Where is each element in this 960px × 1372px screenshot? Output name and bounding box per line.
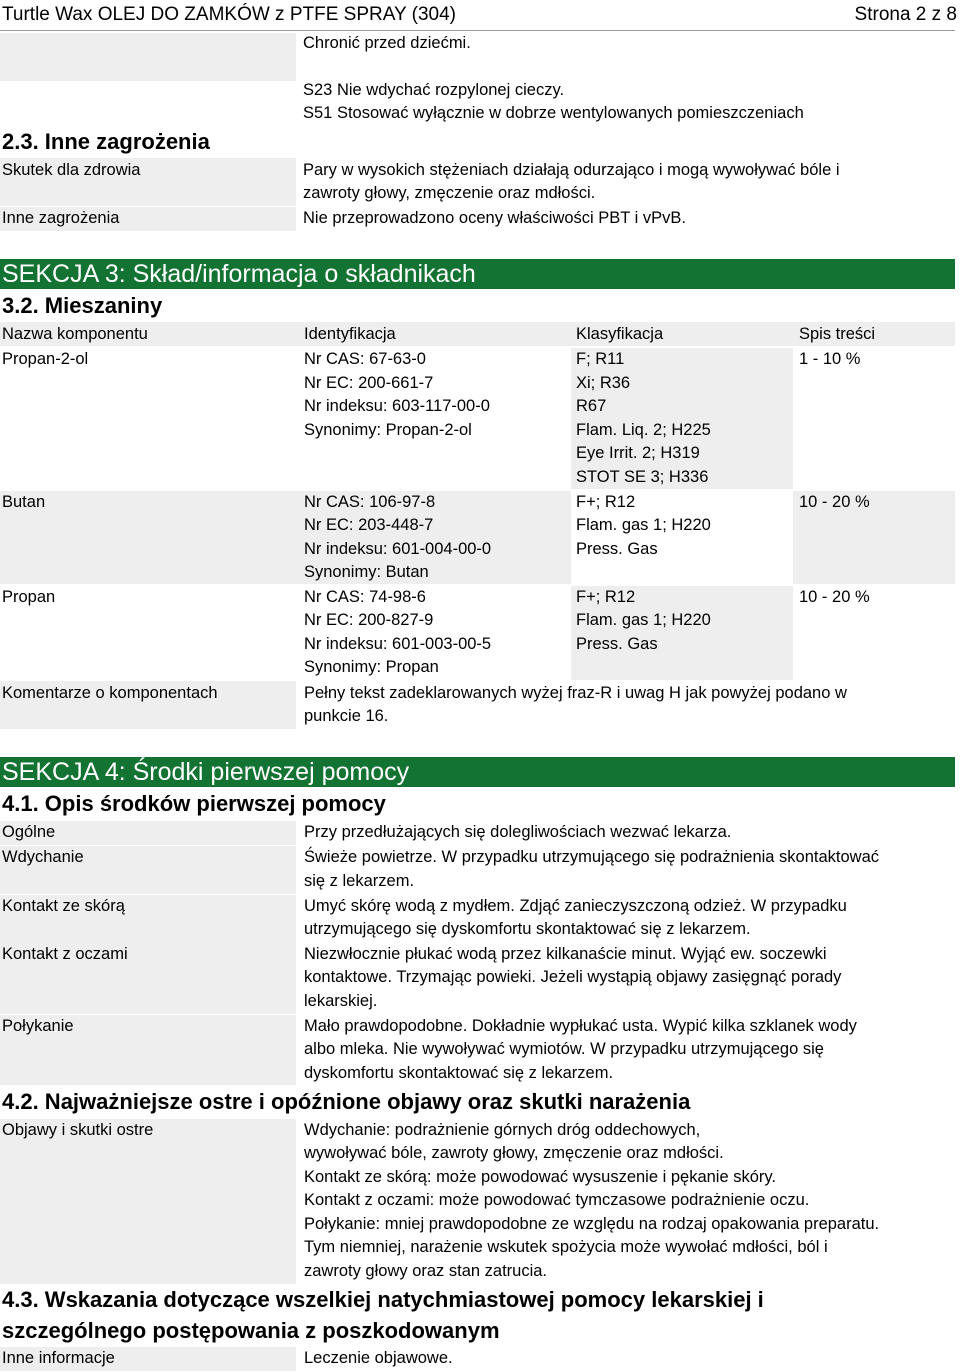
row-value: utrzymującego się dyskomfortu skontaktować się z lekarzem.	[304, 920, 751, 938]
classification: Eye Irrit. 2; H319	[576, 444, 700, 462]
identification: Nr indeksu: 601-004-00-0	[304, 540, 492, 558]
page-number: Strona 2 z 8	[854, 4, 957, 25]
symptom-line: Tym niemniej, narażenie wskutek spożycia może wywołać mdłości, ból i	[304, 1238, 828, 1256]
row-value: Świeże powietrze. W przypadku utrzymującego się podrażnienia skontaktować	[304, 848, 880, 866]
component-name: Butan	[2, 493, 46, 511]
classification: STOT SE 3; H336	[576, 468, 709, 486]
safety-phrase: S51 Stosować wyłącznie w dobrze wentylowanych pomieszczeniach	[303, 104, 804, 122]
row-value: Przy przedłużających się dolegliwościach wezwać lekarza.	[304, 823, 732, 841]
column-header: Spis treści	[799, 325, 876, 343]
classification: Flam. Liq. 2; H225	[576, 421, 711, 439]
row-label: Połykanie	[2, 1017, 74, 1035]
symptom-line: Wdychanie: podrażnienie górnych dróg oddechowych,	[304, 1121, 701, 1139]
symptom-line: zawroty głowy oraz stan zatrucia.	[304, 1262, 548, 1280]
row-value: Umyć skórę wodą z mydłem. Zdjąć zanieczyszczoną odzież. W przypadku	[304, 897, 847, 915]
row-label: Objawy i skutki ostre	[2, 1121, 154, 1139]
content-range: 10 - 20 %	[799, 493, 870, 511]
identification: Synonimy: Butan	[304, 563, 429, 581]
subsection-heading: 2.3. Inne zagrożenia	[2, 129, 210, 154]
row-value: kontaktowe. Trzymając powieki. Jeżeli wystąpią objawy zasięgnąć porady	[304, 968, 842, 986]
classification: Xi; R36	[576, 374, 631, 392]
identification: Synonimy: Propan-2-ol	[304, 421, 472, 439]
row-value: Mało prawdopodobne. Dokładnie wypłukać usta. Wypić kilka szklanek wody	[304, 1017, 857, 1035]
symptom-line: Kontakt z oczami: może powodować tymczasowe podrażnienie oczu.	[304, 1191, 810, 1209]
row-label: Wdychanie	[2, 848, 84, 866]
classification: Flam. gas 1; H220	[576, 611, 711, 629]
document-title: Turtle Wax OLEJ DO ZAMKÓW z PTFE SPRAY (304)	[2, 4, 456, 25]
identification: Nr CAS: 67-63-0	[304, 350, 426, 368]
row-label: Ogólne	[2, 823, 56, 841]
identification: Nr indeksu: 601-003-00-5	[304, 635, 492, 653]
classification: F; R11	[576, 350, 625, 368]
row-label: Inne zagrożenia	[2, 209, 120, 227]
subsection-heading: 4.3. Wskazania dotyczące wszelkiej natychmiastowej pomocy lekarskiej i	[2, 1287, 764, 1312]
row-label: Skutek dla zdrowia	[2, 161, 141, 179]
row-value: zawroty głowy, zmęczenie oraz mdłości.	[303, 184, 596, 202]
safety-phrase: S23 Nie wdychać rozpylonej cieczy.	[303, 81, 565, 99]
header-divider	[0, 30, 955, 31]
row-label: Kontakt z oczami	[2, 945, 128, 963]
safety-phrase: Chronić przed dziećmi.	[303, 34, 471, 52]
identification: Nr EC: 200-827-9	[304, 611, 434, 629]
row-value: albo mleka. Nie wywoływać wymiotów. W przypadku utrzymującego się	[304, 1040, 824, 1058]
identification: Nr indeksu: 603-117-00-0	[304, 397, 490, 415]
top-left-cell	[0, 33, 296, 81]
symptom-line: wywoływać bóle, zawroty głowy, zmęczenie oraz mdłości.	[304, 1144, 724, 1162]
classification: F+; R12	[576, 588, 636, 606]
section-heading: SEKCJA 3: Skład/informacja o składnikach	[0, 259, 955, 289]
identification: Nr CAS: 106-97-8	[304, 493, 436, 511]
classification: Press. Gas	[576, 635, 658, 653]
row-label: Inne informacje	[2, 1349, 115, 1367]
component-name: Propan-2-ol	[2, 350, 89, 368]
identification: Synonimy: Propan	[304, 658, 439, 676]
classification: Flam. gas 1; H220	[576, 516, 711, 534]
symptom-line: Połykanie: mniej prawdopodobne ze względu na rodzaj opakowania preparatu.	[304, 1215, 880, 1233]
section-heading: SEKCJA 4: Środki pierwszej pomocy	[0, 757, 955, 787]
row-value: Pary w wysokich stężeniach działają odurzająco i mogą wywoływać bóle i	[303, 161, 840, 179]
identification: Nr EC: 200-661-7	[304, 374, 434, 392]
label-cell	[0, 1119, 296, 1284]
column-header: Identyfikacja	[304, 325, 396, 343]
column-header: Nazwa komponentu	[2, 325, 148, 343]
identification: Nr CAS: 74-98-6	[304, 588, 426, 606]
classification: F+; R12	[576, 493, 636, 511]
subsection-heading: szczególnego postępowania z poszkodowanym	[2, 1318, 500, 1343]
classification: R67	[576, 397, 607, 415]
row-label: Komentarze o komponentach	[2, 684, 218, 702]
content-range: 1 - 10 %	[799, 350, 861, 368]
column-header: Klasyfikacja	[576, 325, 664, 343]
row-value: lekarskiej.	[304, 992, 378, 1010]
classification: Press. Gas	[576, 540, 658, 558]
subsection-heading: 3.2. Mieszaniny	[2, 293, 163, 318]
subsection-heading: 4.1. Opis środków pierwszej pomocy	[2, 791, 386, 816]
symptom-line: Kontakt ze skórą: może powodować wysuszenie i pękanie skóry.	[304, 1168, 777, 1186]
row-value: Leczenie objawowe.	[304, 1349, 453, 1367]
row-value: się z lekarzem.	[304, 872, 415, 890]
row-value: Niezwłocznie płukać wodą przez kilkanaście minut. Wyjąć ew. soczewki	[304, 945, 827, 963]
row-value: Nie przeprowadzono oceny właściwości PBT i vPvB.	[303, 209, 687, 227]
row-value: Pełny tekst zadeklarowanych wyżej fraz-R i uwag H jak powyżej podano w	[304, 684, 847, 702]
content-range: 10 - 20 %	[799, 588, 870, 606]
identification: Nr EC: 203-448-7	[304, 516, 434, 534]
row-value: dyskomfortu skontaktować się z lekarzem.	[304, 1064, 614, 1082]
row-value: punkcie 16.	[304, 707, 389, 725]
component-name: Propan	[2, 588, 56, 606]
row-label: Kontakt ze skórą	[2, 897, 125, 915]
subsection-heading: 4.2. Najważniejsze ostre i opóźnione objawy oraz skutki narażenia	[2, 1089, 691, 1114]
